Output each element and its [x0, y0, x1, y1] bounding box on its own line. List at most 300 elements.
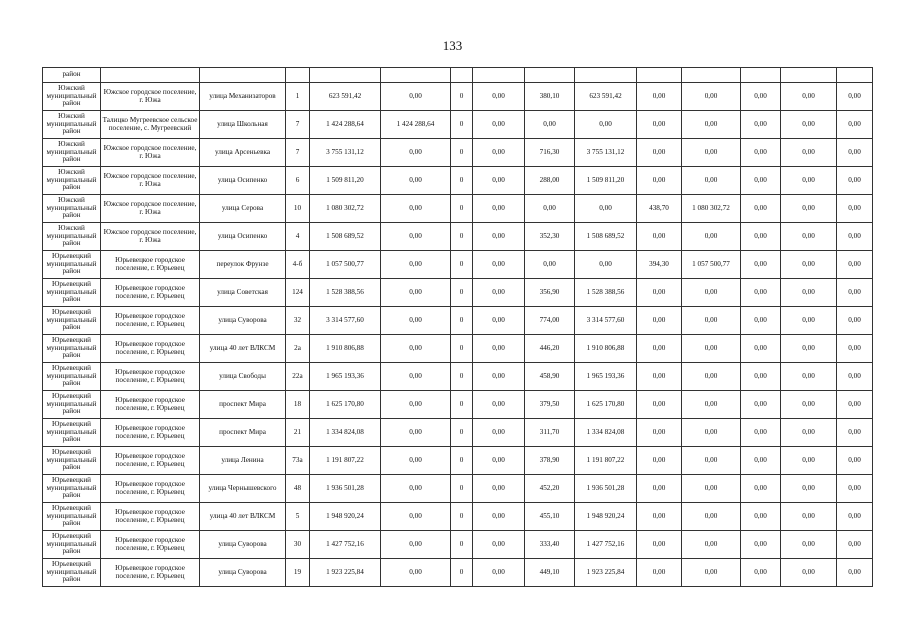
- area-cell: 0,00: [525, 195, 575, 223]
- area-cell: 0,00: [637, 223, 682, 251]
- street-cell: [200, 68, 286, 83]
- settlement-cell: Юрьевецкое городское поселение, г. Юрьевец: [101, 475, 200, 503]
- street-cell: улица Суворова: [200, 531, 286, 559]
- table-row: [43, 223, 873, 251]
- value-cell: 0: [451, 111, 473, 139]
- value-cell: 0,00: [781, 531, 837, 559]
- table-row: [43, 139, 873, 167]
- house-number-cell: 5: [286, 503, 310, 531]
- area-cell: 774,00: [525, 307, 575, 335]
- value-cell: 0,00: [741, 531, 781, 559]
- house-number-cell: 4: [286, 223, 310, 251]
- total-cost-cell: 1 080 302,72: [310, 195, 381, 223]
- value-cell: 0: [451, 419, 473, 447]
- table-row: [43, 83, 873, 111]
- value-cell: 0,00: [741, 223, 781, 251]
- table-row: [43, 307, 873, 335]
- value-cell: 0,00: [473, 363, 525, 391]
- value-cell: 1 910 806,88: [575, 335, 637, 363]
- value-cell: 0,00: [381, 363, 451, 391]
- total-cost-cell: 1 965 193,36: [310, 363, 381, 391]
- value-cell: 1 923 225,84: [575, 559, 637, 587]
- house-number-cell: 2а: [286, 335, 310, 363]
- value-cell: 0,00: [741, 195, 781, 223]
- value-cell: 1 965 193,36: [575, 363, 637, 391]
- value-cell: 0,00: [682, 167, 741, 195]
- value-cell: 0,00: [837, 167, 873, 195]
- value-cell: 0,00: [381, 503, 451, 531]
- table-row: [43, 167, 873, 195]
- total-cost-cell: 1 191 807,22: [310, 447, 381, 475]
- street-cell: улица 40 лет ВЛКСМ: [200, 503, 286, 531]
- value-cell: 0,00: [837, 503, 873, 531]
- value-cell: 0,00: [682, 447, 741, 475]
- value-cell: 1 080 302,72: [682, 195, 741, 223]
- value-cell: 0,00: [682, 83, 741, 111]
- value-cell: 0,00: [381, 307, 451, 335]
- area-cell: 438,70: [637, 195, 682, 223]
- area-cell: 449,10: [525, 559, 575, 587]
- total-cost-cell: 1 057 500,77: [310, 251, 381, 279]
- total-cost-cell: 1 424 288,64: [310, 111, 381, 139]
- value-cell: 1 509 811,20: [575, 167, 637, 195]
- value-cell: 0,00: [781, 419, 837, 447]
- house-number-cell: 1: [286, 83, 310, 111]
- area-cell: 311,70: [525, 419, 575, 447]
- area-cell: 0,00: [637, 83, 682, 111]
- value-cell: 1 528 388,56: [575, 279, 637, 307]
- value-cell: 0,00: [682, 531, 741, 559]
- value-cell: 0,00: [473, 307, 525, 335]
- value-cell: 0,00: [781, 195, 837, 223]
- total-cost-cell: 3 755 131,12: [310, 139, 381, 167]
- value-cell: 0: [451, 307, 473, 335]
- value-cell: 0,00: [781, 139, 837, 167]
- table-row: [43, 391, 873, 419]
- district-cell: Юрьевецкий муниципальный район: [43, 251, 101, 279]
- value-cell: 0,00: [741, 475, 781, 503]
- area-cell: 0,00: [637, 279, 682, 307]
- area-cell: 356,90: [525, 279, 575, 307]
- value-cell: 0,00: [837, 111, 873, 139]
- street-cell: проспект Мира: [200, 419, 286, 447]
- total-cost-cell: 1 625 170,80: [310, 391, 381, 419]
- area-cell: 0,00: [637, 167, 682, 195]
- settlement-cell: Юрьевецкое городское поселение, г. Юрьевец: [101, 251, 200, 279]
- house-number-cell: 19: [286, 559, 310, 587]
- value-cell: 1 508 689,52: [575, 223, 637, 251]
- house-number-cell: 21: [286, 419, 310, 447]
- street-cell: улица Школьная: [200, 111, 286, 139]
- value-cell: 0,00: [781, 475, 837, 503]
- value-cell: 0,00: [682, 475, 741, 503]
- district-cell: Юрьевецкий муниципальный район: [43, 503, 101, 531]
- value-cell: 1 427 752,16: [575, 531, 637, 559]
- street-cell: улица Советская: [200, 279, 286, 307]
- value-cell: 0,00: [837, 335, 873, 363]
- table-row: [43, 111, 873, 139]
- street-cell: улица Свободы: [200, 363, 286, 391]
- district-cell: Юрьевецкий муниципальный район: [43, 279, 101, 307]
- value-cell: 0,00: [682, 307, 741, 335]
- district-cell: Южский муниципальный район: [43, 111, 101, 139]
- value-cell: 0: [451, 279, 473, 307]
- value-cell: [473, 68, 525, 83]
- district-cell: Юрьевецкий муниципальный район: [43, 307, 101, 335]
- settlement-cell: Юрьевецкое городское поселение, г. Юрьевец: [101, 447, 200, 475]
- area-cell: 0,00: [637, 111, 682, 139]
- value-cell: 0,00: [781, 447, 837, 475]
- street-cell: улица Осипенко: [200, 223, 286, 251]
- value-cell: 0,00: [837, 531, 873, 559]
- table-row-continued: [43, 68, 873, 83]
- value-cell: 0,00: [837, 279, 873, 307]
- house-number-cell: 18: [286, 391, 310, 419]
- district-cell: Юрьевецкий муниципальный район: [43, 447, 101, 475]
- value-cell: 0,00: [781, 307, 837, 335]
- street-cell: улица Серова: [200, 195, 286, 223]
- area-cell: 0,00: [637, 363, 682, 391]
- value-cell: 0,00: [741, 335, 781, 363]
- value-cell: 1 334 824,08: [575, 419, 637, 447]
- value-cell: 0,00: [741, 111, 781, 139]
- value-cell: 0,00: [741, 363, 781, 391]
- area-cell: 0,00: [637, 503, 682, 531]
- settlement-cell: Южское городское поселение, г. Южа: [101, 167, 200, 195]
- value-cell: 0,00: [741, 139, 781, 167]
- value-cell: 0,00: [381, 83, 451, 111]
- value-cell: 0,00: [741, 391, 781, 419]
- value-cell: 0,00: [473, 139, 525, 167]
- value-cell: [741, 68, 781, 83]
- settlement-cell: [101, 68, 200, 83]
- district-cell: Юрьевецкий муниципальный район: [43, 559, 101, 587]
- value-cell: 0,00: [473, 111, 525, 139]
- street-cell: улица Осипенко: [200, 167, 286, 195]
- value-cell: [637, 68, 682, 83]
- table-row: [43, 559, 873, 587]
- value-cell: 0,00: [837, 251, 873, 279]
- settlement-cell: Южское городское поселение, г. Южа: [101, 223, 200, 251]
- value-cell: 0,00: [837, 447, 873, 475]
- settlement-cell: Южское городское поселение, г. Южа: [101, 83, 200, 111]
- table-row: [43, 363, 873, 391]
- total-cost-cell: 1 936 501,28: [310, 475, 381, 503]
- area-cell: 0,00: [637, 559, 682, 587]
- value-cell: 0,00: [381, 391, 451, 419]
- settlement-cell: Талицко Мугреевское сельское поселение, с. Мугреевский: [101, 111, 200, 139]
- value-cell: 0,00: [682, 559, 741, 587]
- value-cell: 3 314 577,60: [575, 307, 637, 335]
- house-number-cell: 7: [286, 111, 310, 139]
- value-cell: 1 936 501,28: [575, 475, 637, 503]
- value-cell: 0,00: [837, 139, 873, 167]
- value-cell: 0,00: [741, 279, 781, 307]
- house-number-cell: 32: [286, 307, 310, 335]
- area-cell: 0,00: [637, 139, 682, 167]
- area-cell: 0,00: [637, 531, 682, 559]
- table-row: [43, 531, 873, 559]
- area-cell: 0,00: [637, 419, 682, 447]
- value-cell: 0,00: [837, 475, 873, 503]
- value-cell: 0,00: [837, 391, 873, 419]
- value-cell: 0,00: [381, 447, 451, 475]
- settlement-cell: Юрьевецкое городское поселение, г. Юрьевец: [101, 363, 200, 391]
- house-number-cell: 10: [286, 195, 310, 223]
- district-cell: Юрьевецкий муниципальный район: [43, 475, 101, 503]
- value-cell: 0: [451, 447, 473, 475]
- house-number-cell: 7: [286, 139, 310, 167]
- street-cell: улица Ленина: [200, 447, 286, 475]
- table-row: [43, 475, 873, 503]
- value-cell: 0: [451, 363, 473, 391]
- value-cell: 0,00: [741, 419, 781, 447]
- total-cost-cell: 1 508 689,52: [310, 223, 381, 251]
- value-cell: 0,00: [473, 503, 525, 531]
- value-cell: 0,00: [473, 223, 525, 251]
- house-number-cell: 73а: [286, 447, 310, 475]
- district-cell: Южский муниципальный район: [43, 139, 101, 167]
- value-cell: 0,00: [575, 251, 637, 279]
- value-cell: 0: [451, 475, 473, 503]
- value-cell: 0,00: [741, 559, 781, 587]
- house-number-cell: 6: [286, 167, 310, 195]
- settlement-cell: Южское городское поселение, г. Южа: [101, 139, 200, 167]
- value-cell: 0,00: [741, 83, 781, 111]
- total-cost-cell: 1 334 824,08: [310, 419, 381, 447]
- table-row: [43, 447, 873, 475]
- value-cell: 0: [451, 335, 473, 363]
- value-cell: 0,00: [781, 167, 837, 195]
- table-row: [43, 251, 873, 279]
- street-cell: улица Арсеньевка: [200, 139, 286, 167]
- value-cell: 0: [451, 139, 473, 167]
- value-cell: 1 625 170,80: [575, 391, 637, 419]
- value-cell: 0,00: [473, 279, 525, 307]
- area-cell: 0,00: [637, 475, 682, 503]
- area-cell: 379,50: [525, 391, 575, 419]
- value-cell: 0,00: [682, 223, 741, 251]
- value-cell: 0,00: [381, 419, 451, 447]
- value-cell: 0,00: [473, 251, 525, 279]
- value-cell: 0,00: [781, 559, 837, 587]
- value-cell: 0,00: [682, 363, 741, 391]
- total-cost-cell: 1 948 920,24: [310, 503, 381, 531]
- value-cell: 0,00: [682, 279, 741, 307]
- value-cell: 0,00: [682, 335, 741, 363]
- value-cell: 0,00: [381, 195, 451, 223]
- value-cell: 0,00: [575, 111, 637, 139]
- area-cell: 352,30: [525, 223, 575, 251]
- value-cell: 0,00: [682, 391, 741, 419]
- value-cell: 0: [451, 167, 473, 195]
- table-row: [43, 503, 873, 531]
- district-cell: Южский муниципальный район: [43, 195, 101, 223]
- value-cell: 0: [451, 559, 473, 587]
- value-cell: 0,00: [741, 251, 781, 279]
- value-cell: 0,00: [381, 139, 451, 167]
- value-cell: 0,00: [381, 167, 451, 195]
- house-number-cell: 124: [286, 279, 310, 307]
- value-cell: 0: [451, 195, 473, 223]
- area-cell: 333,40: [525, 531, 575, 559]
- street-cell: улица 40 лет ВЛКСМ: [200, 335, 286, 363]
- value-cell: [310, 68, 381, 83]
- value-cell: [525, 68, 575, 83]
- value-cell: 0,00: [473, 167, 525, 195]
- value-cell: 0,00: [473, 447, 525, 475]
- street-cell: проспект Мира: [200, 391, 286, 419]
- value-cell: 0,00: [473, 419, 525, 447]
- value-cell: 0,00: [837, 307, 873, 335]
- area-cell: 716,30: [525, 139, 575, 167]
- area-cell: 0,00: [525, 111, 575, 139]
- value-cell: 0,00: [837, 83, 873, 111]
- table-row: [43, 335, 873, 363]
- value-cell: 0: [451, 391, 473, 419]
- street-cell: улица Чернышевского: [200, 475, 286, 503]
- street-cell: улица Суворова: [200, 559, 286, 587]
- area-cell: 394,30: [637, 251, 682, 279]
- value-cell: 1 948 920,24: [575, 503, 637, 531]
- value-cell: 1 057 500,77: [682, 251, 741, 279]
- value-cell: 0,00: [837, 223, 873, 251]
- value-cell: 0: [451, 251, 473, 279]
- area-cell: 288,00: [525, 167, 575, 195]
- table-row: [43, 419, 873, 447]
- value-cell: 0,00: [781, 83, 837, 111]
- value-cell: 0,00: [575, 195, 637, 223]
- value-cell: 0,00: [741, 167, 781, 195]
- value-cell: 0,00: [781, 251, 837, 279]
- value-cell: 0,00: [781, 391, 837, 419]
- total-cost-cell: 1 509 811,20: [310, 167, 381, 195]
- value-cell: 0: [451, 83, 473, 111]
- value-cell: 1 191 807,22: [575, 447, 637, 475]
- total-cost-cell: 3 314 577,60: [310, 307, 381, 335]
- settlement-cell: Юрьевецкое городское поселение, г. Юрьевец: [101, 391, 200, 419]
- value-cell: 623 591,42: [575, 83, 637, 111]
- settlement-cell: Юрьевецкое городское поселение, г. Юрьевец: [101, 335, 200, 363]
- district-cell: Юрьевецкий муниципальный район: [43, 419, 101, 447]
- value-cell: 0,00: [682, 419, 741, 447]
- value-cell: 0,00: [781, 363, 837, 391]
- value-cell: 0,00: [781, 503, 837, 531]
- house-number-cell: 48: [286, 475, 310, 503]
- district-cell: Юрьевецкий муниципальный район: [43, 391, 101, 419]
- total-cost-cell: 1 910 806,88: [310, 335, 381, 363]
- area-cell: 0,00: [525, 251, 575, 279]
- page-number: 133: [442, 38, 463, 53]
- value-cell: 0: [451, 223, 473, 251]
- value-cell: 0,00: [682, 139, 741, 167]
- settlement-cell: Юрьевецкое городское поселение, г. Юрьевец: [101, 559, 200, 587]
- table-row: [43, 279, 873, 307]
- settlement-cell: Юрьевецкое городское поселение, г. Юрьевец: [101, 503, 200, 531]
- area-cell: 380,10: [525, 83, 575, 111]
- value-cell: 0,00: [837, 363, 873, 391]
- value-cell: 0,00: [837, 559, 873, 587]
- value-cell: 0,00: [381, 251, 451, 279]
- table-body: [43, 68, 873, 587]
- district-cell: Южский муниципальный район: [43, 223, 101, 251]
- district-cell: Южский муниципальный район: [43, 83, 101, 111]
- value-cell: [682, 68, 741, 83]
- house-number-cell: 30: [286, 531, 310, 559]
- value-cell: 0,00: [473, 195, 525, 223]
- value-cell: 0,00: [781, 223, 837, 251]
- total-cost-cell: 1 923 225,84: [310, 559, 381, 587]
- total-cost-cell: 623 591,42: [310, 83, 381, 111]
- street-cell: переулок Фрунзе: [200, 251, 286, 279]
- value-cell: 3 755 131,12: [575, 139, 637, 167]
- value-cell: 0,00: [741, 447, 781, 475]
- value-cell: 0: [451, 531, 473, 559]
- settlement-cell: Юрьевецкое городское поселение, г. Юрьевец: [101, 307, 200, 335]
- settlement-cell: Юрьевецкое городское поселение, г. Юрьевец: [101, 279, 200, 307]
- district-cell: Юрьевецкий муниципальный район: [43, 363, 101, 391]
- district-cell: Южский муниципальный район: [43, 167, 101, 195]
- area-cell: 0,00: [637, 307, 682, 335]
- settlement-cell: Юрьевецкое городское поселение, г. Юрьевец: [101, 419, 200, 447]
- registry-table: [42, 67, 873, 587]
- table-row: [43, 195, 873, 223]
- value-cell: 0,00: [473, 531, 525, 559]
- value-cell: 0: [451, 503, 473, 531]
- value-cell: 0,00: [381, 475, 451, 503]
- value-cell: 1 424 288,64: [381, 111, 451, 139]
- value-cell: 0,00: [781, 111, 837, 139]
- house-cell: [286, 68, 310, 83]
- value-cell: 0,00: [473, 391, 525, 419]
- value-cell: 0,00: [381, 531, 451, 559]
- value-cell: 0,00: [781, 335, 837, 363]
- value-cell: 0,00: [381, 559, 451, 587]
- value-cell: 0,00: [837, 419, 873, 447]
- value-cell: 0,00: [473, 83, 525, 111]
- value-cell: 0,00: [473, 335, 525, 363]
- settlement-cell: Юрьевецкое городское поселение, г. Юрьевец: [101, 531, 200, 559]
- house-number-cell: 4-б: [286, 251, 310, 279]
- value-cell: 0,00: [381, 223, 451, 251]
- area-cell: 458,90: [525, 363, 575, 391]
- value-cell: 0,00: [741, 503, 781, 531]
- value-cell: 0,00: [473, 475, 525, 503]
- value-cell: 0,00: [741, 307, 781, 335]
- value-cell: [451, 68, 473, 83]
- value-cell: 0,00: [473, 559, 525, 587]
- value-cell: [837, 68, 873, 83]
- total-cost-cell: 1 427 752,16: [310, 531, 381, 559]
- area-cell: 0,00: [637, 391, 682, 419]
- area-cell: 455,10: [525, 503, 575, 531]
- street-cell: улица Суворова: [200, 307, 286, 335]
- district-cell: Юрьевецкий муниципальный район: [43, 335, 101, 363]
- area-cell: 452,20: [525, 475, 575, 503]
- value-cell: 0,00: [837, 195, 873, 223]
- area-cell: 0,00: [637, 447, 682, 475]
- value-cell: [781, 68, 837, 83]
- settlement-cell: Южское городское поселение, г. Южа: [101, 195, 200, 223]
- total-cost-cell: 1 528 388,56: [310, 279, 381, 307]
- street-cell: улица Механизаторов: [200, 83, 286, 111]
- value-cell: 0,00: [381, 335, 451, 363]
- area-cell: 0,00: [637, 335, 682, 363]
- area-cell: 446,20: [525, 335, 575, 363]
- value-cell: 0,00: [682, 111, 741, 139]
- district-cell: Юрьевецкий муниципальный район: [43, 531, 101, 559]
- value-cell: [381, 68, 451, 83]
